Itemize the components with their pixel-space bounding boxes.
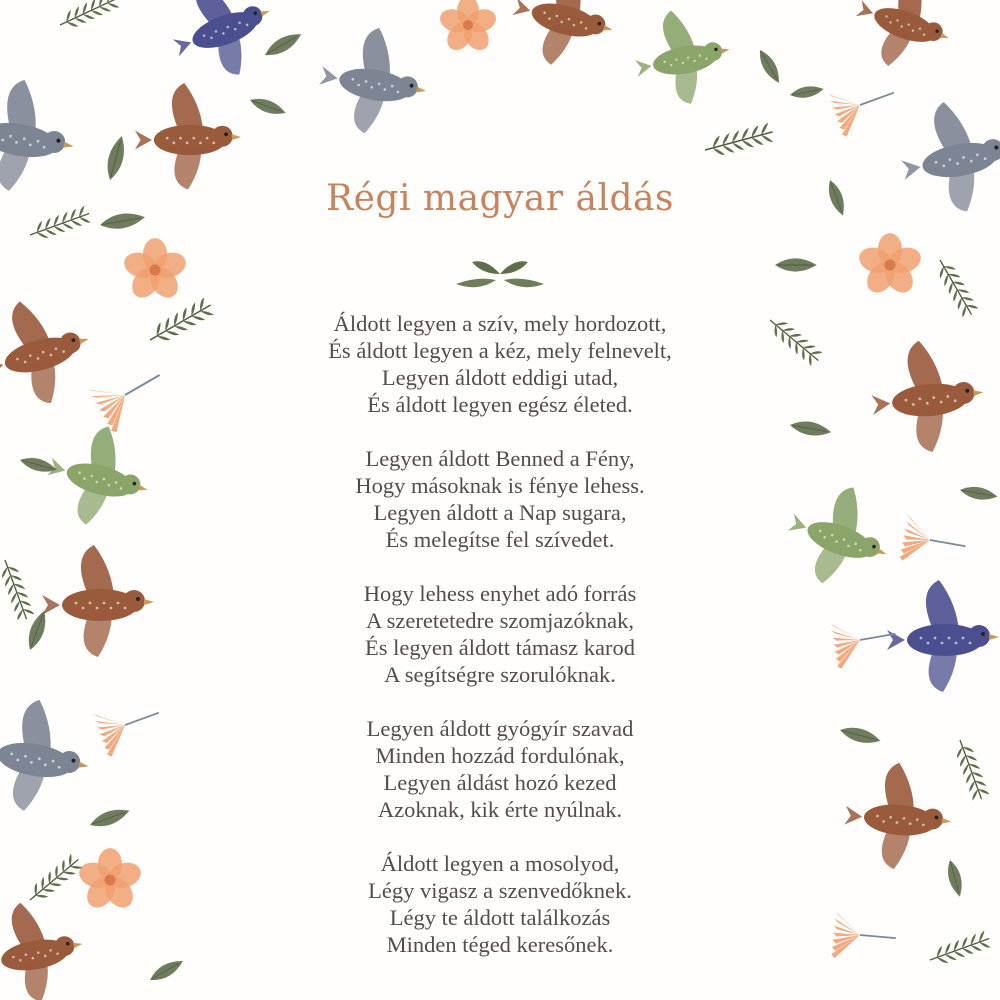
flower-icon — [856, 233, 924, 298]
poem-stanza-2 — [250, 445, 750, 553]
carnation-icon — [831, 911, 898, 963]
sprig-icon — [764, 313, 824, 367]
leaf-icon — [755, 47, 784, 86]
leaf-icon — [944, 858, 965, 898]
sprig-icon — [145, 296, 216, 348]
leaf-icon — [775, 258, 817, 271]
sprig-icon — [56, 0, 121, 33]
poem-line: Légy te áldott találkozás — [389, 905, 611, 930]
leaf-icon — [88, 805, 132, 832]
green-bird-icon — [775, 471, 904, 600]
brown-bird-icon — [42, 545, 154, 657]
poem-line: És áldott legyen egész életed. — [367, 392, 633, 417]
poem-line: Legyen áldást hozó kezed — [383, 770, 617, 795]
brown-bird-icon — [502, 0, 625, 78]
poem-line: Minden téged keresőnek. — [386, 932, 614, 957]
brown-bird-icon — [135, 83, 241, 189]
poem-line: Hogy lehess enyhet adó forrás — [363, 581, 637, 606]
poem-line: Azoknak, kik érte nyúlnak. — [377, 797, 623, 822]
poem-line: A segítségre szorulóknak. — [384, 662, 616, 687]
carnation-icon — [827, 72, 902, 138]
poem-line: A szeretetedre szomjazóknak, — [365, 608, 634, 633]
poem-line: Áldott legyen a mosolyod, — [380, 851, 620, 876]
carnation-icon — [87, 354, 174, 434]
poem-line: Minden hozzád fordulónak, — [375, 743, 625, 768]
leaf-icon — [248, 94, 288, 118]
page-title: Régi magyar áldás — [326, 178, 674, 219]
brown-bird-icon — [0, 893, 91, 1000]
leaf-icon — [789, 419, 832, 439]
poem-line: És áldott legyen a kéz, mely felnevelt, — [328, 338, 672, 363]
brown-bird-icon — [841, 758, 956, 873]
poem — [250, 310, 750, 985]
poem-line: Legyen áldott Benned a Fény, — [365, 446, 635, 471]
sprig-icon — [702, 122, 775, 159]
poem-line: És melegítse fel szívedet. — [385, 527, 615, 552]
green-bird-icon — [37, 414, 160, 537]
poem-stanza-1 — [250, 310, 750, 418]
carnation-icon — [830, 612, 900, 669]
brown-bird-icon — [867, 336, 988, 457]
sprig-icon — [0, 557, 35, 622]
brown-bird-icon — [0, 287, 102, 417]
poem-stanza-5 — [250, 850, 750, 958]
poem-stanza-4 — [250, 715, 750, 823]
leaf-divider-icon — [450, 252, 550, 296]
flower-icon — [437, 0, 499, 55]
leaf-icon — [262, 28, 305, 60]
blue-bird-icon — [157, 0, 286, 92]
sprig-icon — [932, 256, 979, 320]
leaf-icon — [789, 84, 825, 101]
leaf-icon — [959, 484, 999, 502]
flower-icon — [121, 238, 189, 303]
green-bird-icon — [628, 2, 738, 112]
poem-line: Hogy másoknak is fénye lehess. — [355, 473, 645, 498]
carnation-icon — [92, 692, 167, 758]
brown-bird-icon — [844, 0, 966, 82]
grey-bird-icon — [0, 691, 99, 821]
poem-stanza-3 — [250, 580, 750, 688]
sprig-icon — [927, 930, 992, 968]
poem-line: Áldott legyen a szív, mely hordozott, — [333, 311, 667, 336]
blue-bird-icon — [887, 580, 999, 692]
poem-line: Légy vigasz a szenvedőknek. — [368, 878, 632, 903]
carnation-icon — [899, 514, 969, 571]
leaf-icon — [24, 608, 51, 652]
sprig-icon — [24, 853, 84, 907]
sprig-icon — [952, 737, 990, 802]
poem-line: És legyen áldott támasz karod — [365, 635, 635, 660]
leaf-icon — [103, 134, 129, 182]
poem-line: Legyen áldott gyógyír szavad — [366, 716, 634, 741]
poem-line: Legyen áldott a Nap sugara, — [373, 500, 627, 525]
poem-line: Legyen áldott eddigi utad, — [381, 365, 619, 390]
grey-bird-icon — [312, 19, 435, 142]
leaf-icon — [838, 724, 882, 748]
leaf-icon — [147, 956, 186, 985]
flower-icon — [76, 848, 144, 913]
